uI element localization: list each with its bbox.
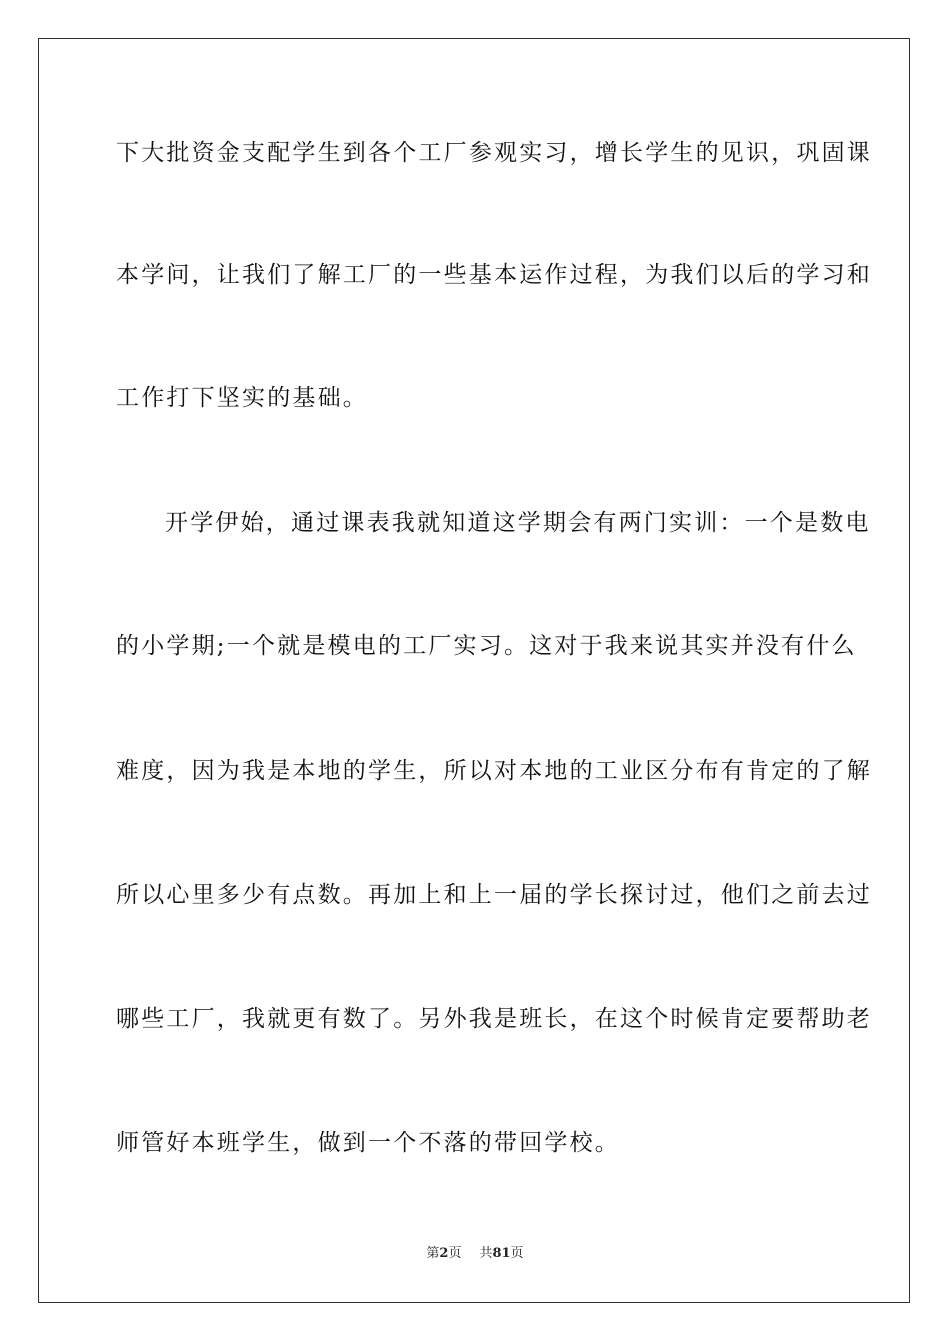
text-line: 工作打下坚实的基础。	[116, 385, 368, 411]
paragraph-first-line: 开学伊始，通过课表我就知道这学期会有两门实训：一个是数电	[165, 510, 871, 536]
total-pages: 81	[492, 1246, 511, 1261]
page-prefix: 第	[426, 1246, 440, 1261]
text-line: 所以心里多少有点数。再加上和上一届的学长探讨过，他们之前去过	[116, 882, 872, 908]
text-line: 师管好本班学生，做到一个不落的带回学校。	[116, 1130, 620, 1156]
page-number: 2	[439, 1246, 449, 1261]
text-line: 本学问，让我们了解工厂的一些基本运作过程，为我们以后的学习和	[116, 262, 872, 288]
text-line: 难度，因为我是本地的学生，所以对本地的工业区分布有肯定的了解	[116, 758, 872, 784]
page-suffix: 页	[448, 1246, 462, 1261]
page-frame	[38, 38, 910, 1303]
page-footer	[0, 1245, 950, 1263]
total-prefix: 共	[479, 1246, 493, 1261]
text-line: 的小学期;一个就是模电的工厂实习。这对于我来说其实并没有什么	[116, 633, 857, 659]
total-suffix: 页	[510, 1246, 524, 1261]
text-line: 哪些工厂，我就更有数了。另外我是班长，在这个时候肯定要帮助老	[116, 1006, 872, 1032]
text-line: 下大批资金支配学生到各个工厂参观实习，增长学生的见识，巩固课	[116, 140, 872, 166]
